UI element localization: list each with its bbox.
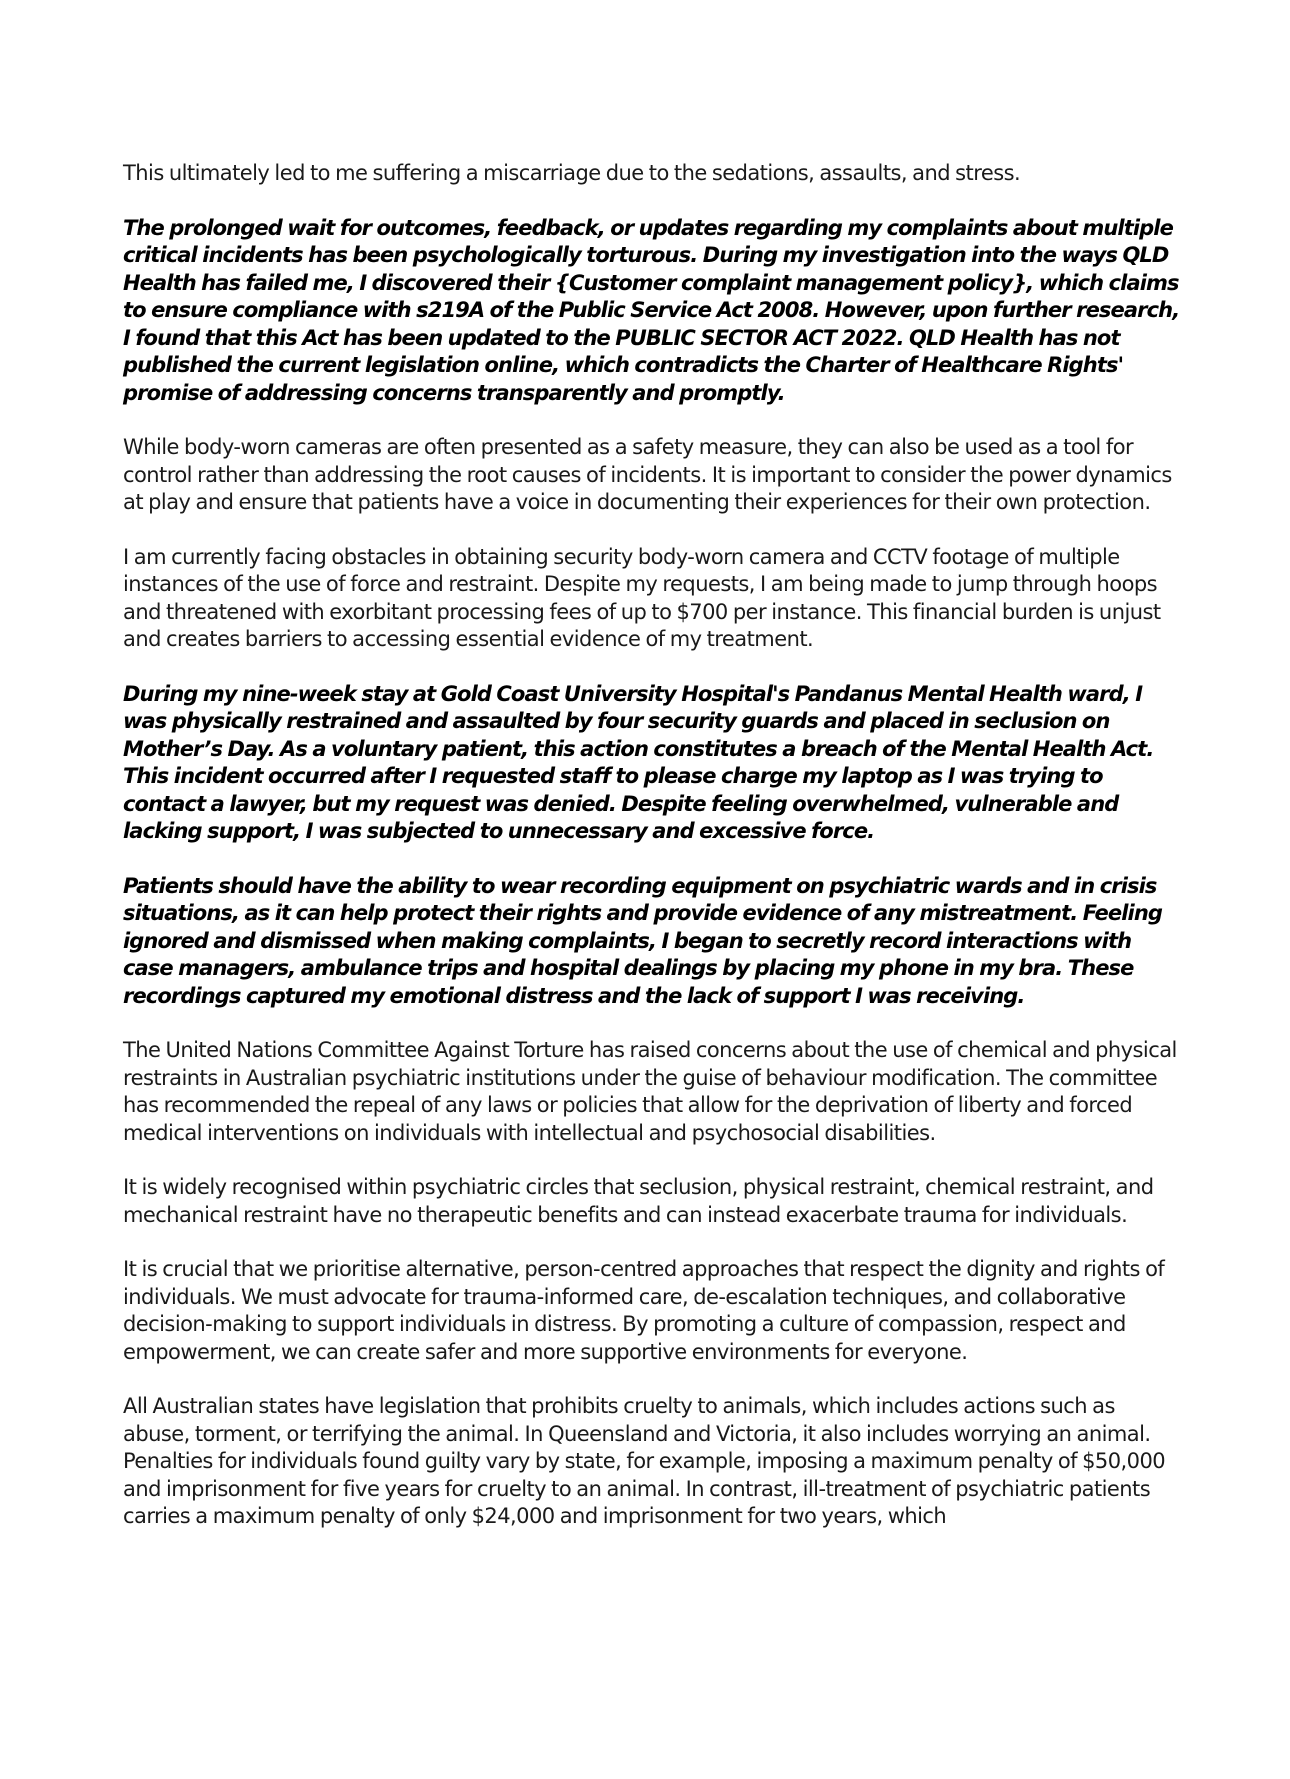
paragraph-complaint-wait: The prolonged wait for outcomes, feedback, or updates regarding my complaints about multiple critical incidents has been psychologically torturous. During my investigation into the ways QLD Health has failed me, I discovered their {Customer complaint management policy}, which claims to ensure compliance with s219A of the Public Service Act 2008. However, upon further research, I found that this Act has been updated to the PUBLIC SECTOR ACT 2022. QLD Health has not published the current legislation online, which contradicts the Charter of Healthcare Rights' promise of addressing concerns transparently and promptly. — [123, 215, 1180, 405]
document-body — [123, 160, 1181, 1558]
paragraph-animal-cruelty: All Australian states have legislation that prohibits cruelty to animals, which includes actions such as abuse, torment, or terrifying the animal. In Queensland and Victoria, it also includes worrying an animal. Penalties for individuals found guilty vary by state, for example, imposing a maximum penalty of $50,000 and imprisonment for five years for cruelty to an animal. In contrast, ill-treatment of psychiatric patients carries a maximum penalty of only $24,000 and imprisonment for two years, which — [123, 1394, 1166, 1528]
paragraph-restraint-no-benefit: It is widely recognised within psychiatric circles that seclusion, physical restraint, chemical restraint, and mechanical restraint have no therapeutic benefits and can instead exacerbate trauma for individuals. — [123, 1175, 1154, 1227]
paragraph-restraint-incident: During my nine-week stay at Gold Coast University Hospital's Pandanus Mental Health ward, I was physically restrained and assaulted by four security guards and placed in seclusion on Mother’s Day. As a voluntary patient, this action constitutes a breach of the Mental Health Act. This incident occurred after I requested staff to please charge my laptop as I was trying to contact a lawyer, but my request was denied. Despite feeling overwhelmed, vulnerable and lacking support, I was subjected to unnecessary and excessive force. — [123, 681, 1154, 843]
paragraph-recording-equipment: Patients should have the ability to wear recording equipment on psychiatric wards and in crisis situations, as it can help protect their rights and provide evidence of any mistreatment. Feeling ignored and dismissed when making complaints, I began to secretly record interactions with case managers, ambulance trips and hospital dealings by placing my phone in my bra. These recordings captured my emotional distress and the lack of support I was receiving. — [123, 873, 1162, 1008]
paragraph-person-centred: It is crucial that we prioritise alternative, person-centred approaches that respect the dignity and rights of individuals. We must advocate for trauma-informed care, de-escalation techniques, and collaborative decision-making to support individuals in distress. By promoting a culture of compassion, respect and empowerment, we can create safer and more supportive environments for everyone. — [123, 1257, 1165, 1364]
paragraph-miscarriage: This ultimately led to me suffering a miscarriage due to the sedations, assaults, and stress. — [123, 161, 1021, 185]
paragraph-body-worn-cameras: While body-worn cameras are often presented as a safety measure, they can also be used as a tool for control rather than addressing the root causes of incidents. It is important to consider the power dynamics at play and ensure that patients have a voice in documenting their experiences for their own protection. — [123, 435, 1172, 514]
paragraph-un-committee: The United Nations Committee Against Torture has raised concerns about the use of chemical and physical restraints in Australian psychiatric institutions under the guise of behaviour modification. The committee has recommended the repeal of any laws or policies that allow for the deprivation of liberty and forced medical interventions on individuals with intellectual and psychosocial disabilities. — [123, 1038, 1177, 1145]
paragraph-footage-obstacles: I am currently facing obstacles in obtaining security body-worn camera and CCTV footage of multiple instances of the use of force and restraint. Despite my requests, I am being made to jump through hoops and threatened with exorbitant processing fees of up to $700 per instance. This financial burden is unjust and creates barriers to accessing essential evidence of my treatment. — [123, 544, 1161, 651]
